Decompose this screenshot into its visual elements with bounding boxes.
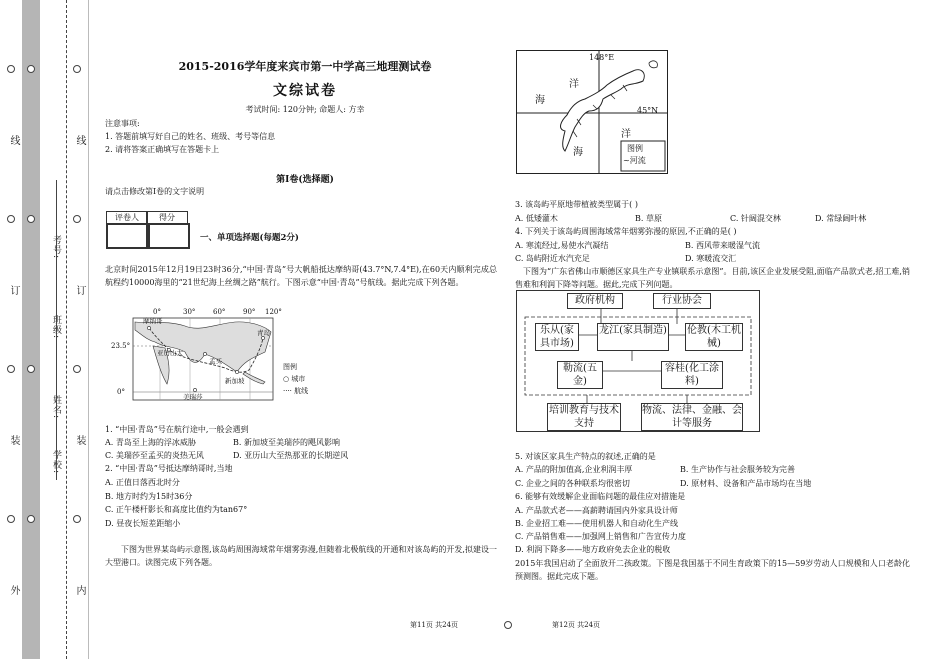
binding-strip <box>22 0 40 659</box>
map-lon-label: 30° <box>183 308 196 316</box>
passage-3: 下图为“广东省佛山市顺德区家具生产专业镇联系示意图”。目前,该区企业发展受阻,面临产品款式老,招工难,销售难和利润下降等问题。据此,完成下列问题。 <box>515 267 910 289</box>
passage-4: 2015年我国启动了全面放开二孩政策。下图是我国基于不同生育政策下的15—59岁劳动人口规模和人口老龄化预测图。据此完成下题。 <box>515 559 910 581</box>
q1-option-b[interactable]: B. 新加坡至美瑞莎的飓风影响 <box>233 438 340 447</box>
q6-option-d[interactable]: D. 利润下降多——地方政府免去企业的税收 <box>515 545 671 554</box>
q1-option-a[interactable]: A. 青岛至上海的浮冰威胁 <box>105 438 196 447</box>
island-lat-label: 45°N <box>637 106 659 115</box>
center-dot <box>504 621 512 629</box>
page-number-right: 第12页 共24页 <box>552 621 601 629</box>
q4-option-d[interactable]: D. 寒暖流交汇 <box>685 254 737 263</box>
score-header-score: 得分 <box>146 211 188 224</box>
notice-item: 1. 答题前填写好自己的姓名、班级、考号等信息 <box>105 132 276 141</box>
sea-label: 海 <box>573 147 583 158</box>
q3-option-b[interactable]: B. 草原 <box>635 214 662 223</box>
binding-hole <box>73 215 81 223</box>
margin-label-outer: 装 <box>8 435 19 446</box>
map-place-label: 摩纳哥 <box>143 317 163 325</box>
question-3: 3. 该岛屿平原地带植被类型属于( ) <box>515 200 638 209</box>
binding-hole <box>73 515 81 523</box>
map-lon-label: 0° <box>153 308 161 316</box>
margin-label-inner: 订 <box>74 285 85 296</box>
score-header-grader: 评卷人 <box>106 211 148 224</box>
map-lat-label: 23.5° <box>111 342 131 350</box>
map-lon-label: 60° <box>213 308 226 316</box>
ocean-label: 洋 <box>621 129 631 140</box>
binding-cut-line <box>66 0 68 659</box>
q2-option-b[interactable]: B. 地方时约为15时36分 <box>105 492 193 501</box>
section-title: 第I卷(选择题) <box>276 175 334 185</box>
q3-option-d[interactable]: D. 常绿阔叶林 <box>815 214 867 223</box>
flow-diagram <box>516 290 760 432</box>
q6-option-a[interactable]: A. 产品款式老——高薪聘请国内外家具设计师 <box>515 506 678 515</box>
binding-hole <box>73 365 81 373</box>
q6-option-c[interactable]: C. 产品销售难——加强网上销售和广告宣传力度 <box>515 532 686 541</box>
binding-hole <box>27 215 35 223</box>
flow-node-leliu: 勒流(五金) <box>557 361 603 389</box>
flow-node-association: 行业协会 <box>653 293 711 309</box>
flow-node-training: 培训教育与技术支持 <box>549 405 619 429</box>
map-legend-route: ···· 航线 <box>283 387 309 395</box>
binding-hole <box>27 65 35 73</box>
field-underline <box>56 180 58 480</box>
ocean-label: 洋 <box>569 79 579 90</box>
flow-node-longjiang: 龙江(家具制造) <box>597 323 669 351</box>
binding-hole <box>7 65 15 73</box>
name-field[interactable]: 姓名: <box>51 395 61 420</box>
part-title: 一、单项选择题(每题2分) <box>200 233 299 243</box>
q5-option-d[interactable]: D. 原材料、设备和产品市场均在当地 <box>680 479 812 488</box>
passage-2: 下图为世界某岛屿示意图,该岛屿周围海域常年烟雾弥漫,但随着北极航线的开通和对该岛屿的开发,拟建设一大型港口。读图完成下列各题。 <box>105 545 497 567</box>
notice-item: 2. 请将答案正确填写在答题卡上 <box>105 145 220 154</box>
binding-hole <box>7 215 15 223</box>
margin-label-outer: 线 <box>8 135 19 146</box>
q4-option-b[interactable]: B. 西风带来暖湿气流 <box>685 241 760 250</box>
flow-node-services: 物流、法律、金融、会计等服务 <box>642 405 742 429</box>
map-place-label: 亚历山大 <box>157 349 183 357</box>
margin-label-inner: 装 <box>74 435 85 446</box>
question-6: 6. 能够有效缓解企业面临问题的最佳应对措施是 <box>515 492 686 501</box>
q2-option-d[interactable]: D. 昼夜长短差距缩小 <box>105 519 181 528</box>
island-legend-river: ~河流 <box>623 156 646 165</box>
q5-option-a[interactable]: A. 产品的附加值高,企业利润丰厚 <box>515 465 633 474</box>
question-5: 5. 对该区家具生产特点的叙述,正确的是 <box>515 452 656 461</box>
edit-hint: 请点击修改第I卷的文字说明 <box>105 187 205 196</box>
exam-number-field[interactable]: 考号: <box>51 235 61 260</box>
flow-node-lecong: 乐从(家具市场) <box>535 323 579 351</box>
flow-node-ronggui: 容桂(化工涂料) <box>661 361 723 389</box>
grader-cell[interactable] <box>106 223 150 249</box>
margin-label-inner: 内 <box>74 585 85 596</box>
route-map <box>111 308 325 404</box>
island-map <box>516 50 668 174</box>
q1-option-c[interactable]: C. 美瑞莎至孟买的炎热无风 <box>105 451 204 460</box>
q2-option-c[interactable]: C. 正午楼杆影长和高度比值约为tan67° <box>105 505 248 514</box>
map-legend-title: 图例 <box>283 363 297 371</box>
notice-header: 注意事项: <box>105 119 140 128</box>
map-legend-city: ○ 城市 <box>283 375 306 383</box>
q6-option-b[interactable]: B. 企业招工难——使用机器人和自动化生产线 <box>515 519 678 528</box>
binding-hole <box>27 365 35 373</box>
exam-title: 2015-2016学年度来宾市第一中学高三地理测试卷 <box>178 60 432 73</box>
q4-option-c[interactable]: C. 岛屿附近水汽充足 <box>515 254 590 263</box>
q3-option-c[interactable]: C. 针阔混交林 <box>730 214 781 223</box>
island-lon-label: 148°E <box>589 53 615 62</box>
q5-option-b[interactable]: B. 生产协作与社会服务较为完善 <box>680 465 795 474</box>
q1-option-d[interactable]: D. 亚历山大至热那亚的长期逆风 <box>233 451 349 460</box>
binding-border-line <box>88 0 90 659</box>
margin-label-inner: 线 <box>74 135 85 146</box>
flow-node-government: 政府机构 <box>567 293 623 309</box>
margin-label-outer: 订 <box>8 285 19 296</box>
q5-option-c[interactable]: C. 企业之间的各种联系均很密切 <box>515 479 630 488</box>
sea-label: 海 <box>535 95 545 106</box>
question-2: 2. “中国·青岛”号抵达摩纳哥时,当地 <box>105 464 233 473</box>
margin-label-outer: 外 <box>8 585 19 596</box>
q2-option-a[interactable]: A. 正值日落西北时分 <box>105 478 180 487</box>
flow-node-lunjiao: 伦教(木工机械) <box>685 323 743 351</box>
question-1: 1. “中国·青岛”号在航行途中,一般会遇到 <box>105 425 249 434</box>
map-lon-label: 90° <box>243 308 256 316</box>
map-place-label: 青岛 <box>257 329 270 337</box>
island-legend-title: 图例 <box>627 144 643 153</box>
school-field[interactable]: 学校: <box>51 450 61 475</box>
page-number-left: 第11页 共24页 <box>410 621 459 629</box>
question-4: 4. 下列关于该岛屿周围海域常年烟雾弥漫的原因,不正确的是( ) <box>515 227 737 236</box>
map-place-label: 新加坡 <box>225 377 245 385</box>
q4-option-a[interactable]: A. 寒流经过,易使水汽凝结 <box>515 241 609 250</box>
map-lat-label: 0° <box>117 388 125 396</box>
class-field[interactable]: 班级: <box>51 315 61 340</box>
binding-hole <box>73 65 81 73</box>
q3-option-a[interactable]: A. 低矮灌木 <box>515 214 558 223</box>
map-lon-label: 120° <box>265 308 282 316</box>
exam-subtitle: 文综试卷 <box>273 83 337 99</box>
passage-1: 北京时间2015年12月19日23时36分,“中国·青岛”号大帆船抵达摩纳哥(43.7°N,7.4°E),在60天内顺利完成总航程约10000海里的“21世纪海上丝绸之路”航行。下图示意“中国·青岛”号航线。据此完成下列各题。 <box>105 265 497 287</box>
binding-hole <box>27 515 35 523</box>
exam-meta: 考试时间: 120分钟; 命题人: 方幸 <box>245 105 365 114</box>
map-place-label: 美瑞莎 <box>183 393 203 401</box>
binding-hole <box>7 365 15 373</box>
score-cell[interactable] <box>146 223 190 249</box>
binding-hole <box>7 515 15 523</box>
map-place-label: 孟买 <box>209 357 222 365</box>
score-table <box>106 211 186 247</box>
